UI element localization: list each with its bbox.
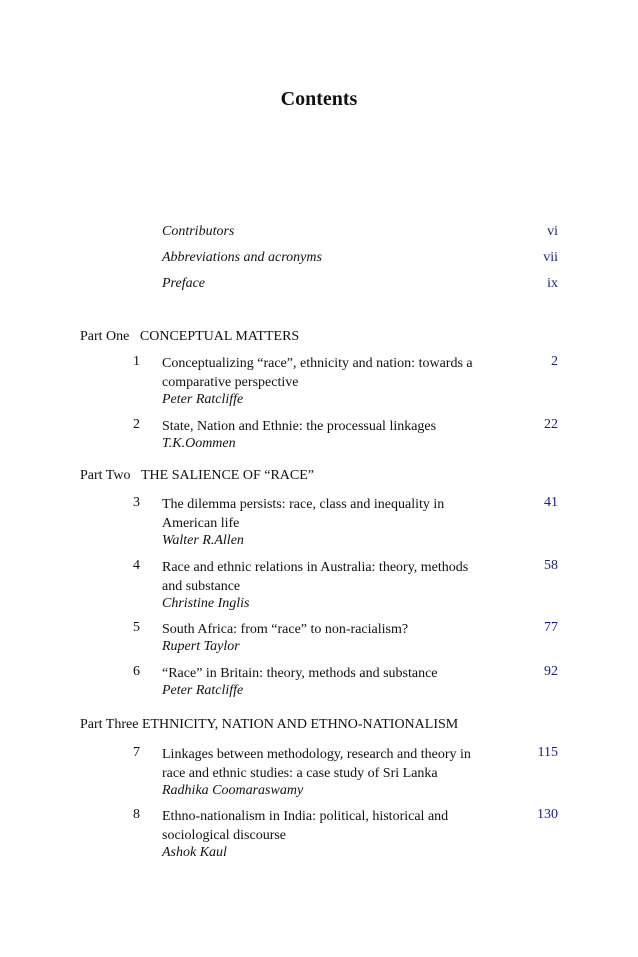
chapter-title[interactable]: [162, 558, 502, 596]
chapter-author: Walter R.Allen: [162, 533, 244, 548]
chapter-title-line: race and ethnic studies: a case study of Sri Lanka: [162, 766, 438, 781]
chapter-page[interactable]: 115: [537, 745, 558, 760]
chapter-title-line: South Africa: from “race” to non-racialism?: [162, 622, 409, 637]
part-title: ETHNICITY, NATION AND ETHNO-NATIONALISM: [141, 717, 459, 732]
chapter-number: 5: [133, 620, 140, 635]
chapter-title-line: “Race” in Britain: theory, methods and substance: [162, 666, 438, 681]
chapter-title[interactable]: [162, 417, 502, 436]
part-title: CONCEPTUAL MATTERS: [139, 329, 300, 344]
chapter-number: 2: [133, 417, 140, 432]
front-matter-page[interactable]: ix: [547, 276, 558, 291]
front-matter-page[interactable]: vii: [543, 250, 558, 265]
chapter-title-line: The dilemma persists: race, class and inequality in: [162, 497, 445, 512]
page-title: Contents: [280, 88, 358, 110]
front-matter-label[interactable]: Abbreviations and acronyms: [162, 250, 322, 265]
chapter-page[interactable]: 22: [544, 417, 558, 432]
chapter-author: Christine Inglis: [162, 596, 250, 611]
chapter-title-line: State, Nation and Ethnie: the processual linkages: [162, 419, 437, 434]
front-matter-page[interactable]: vi: [547, 224, 558, 239]
chapter-page[interactable]: 2: [551, 354, 558, 369]
chapter-title-line: Race and ethnic relations in Australia: theory, methods: [162, 560, 469, 575]
front-matter-label[interactable]: Contributors: [162, 224, 235, 239]
chapter-title-line: American life: [162, 516, 240, 531]
chapter-title-line: and substance: [162, 579, 241, 594]
chapter-number: 8: [133, 807, 140, 822]
part-heading: [80, 717, 458, 733]
chapter-page[interactable]: 92: [544, 664, 558, 679]
chapter-number: 7: [133, 745, 140, 760]
chapter-page[interactable]: 41: [544, 495, 558, 510]
front-matter-label[interactable]: Preface: [162, 276, 206, 291]
chapter-page[interactable]: 130: [537, 807, 558, 822]
chapter-title-line: Conceptualizing “race”, ethnicity and nation: towards a: [162, 356, 473, 371]
chapter-title[interactable]: [162, 354, 502, 392]
chapter-title[interactable]: [162, 495, 502, 533]
part-heading: [80, 468, 314, 484]
part-title: THE SALIENCE OF “RACE”: [140, 468, 315, 483]
chapter-title-line: comparative perspective: [162, 375, 299, 390]
chapter-author: Ashok Kaul: [162, 845, 227, 860]
chapter-author: Rupert Taylor: [162, 639, 240, 654]
chapter-author: Radhika Coomaraswamy: [162, 783, 304, 798]
chapter-title[interactable]: [162, 620, 502, 639]
chapter-page[interactable]: 58: [544, 558, 558, 573]
chapter-author: Peter Ratcliffe: [162, 683, 244, 698]
chapter-author: T.K.Oommen: [162, 436, 236, 451]
part-label: Part Three: [80, 717, 139, 732]
chapter-number: 6: [133, 664, 140, 679]
chapter-number: 1: [133, 354, 140, 369]
chapter-title[interactable]: [162, 745, 502, 783]
part-label: Part Two: [80, 468, 131, 483]
chapter-title-line: Linkages between methodology, research and theory in: [162, 747, 471, 762]
chapter-title-line: Ethno-nationalism in India: political, historical and: [162, 809, 449, 824]
part-label: Part One: [80, 329, 130, 344]
chapter-title[interactable]: [162, 664, 502, 683]
chapter-number: 4: [133, 558, 140, 573]
chapter-title[interactable]: [162, 807, 502, 845]
part-heading: [80, 329, 299, 345]
chapter-title-line: sociological discourse: [162, 828, 287, 843]
chapter-author: Peter Ratcliffe: [162, 392, 244, 407]
chapter-number: 3: [133, 495, 140, 510]
chapter-page[interactable]: 77: [544, 620, 558, 635]
